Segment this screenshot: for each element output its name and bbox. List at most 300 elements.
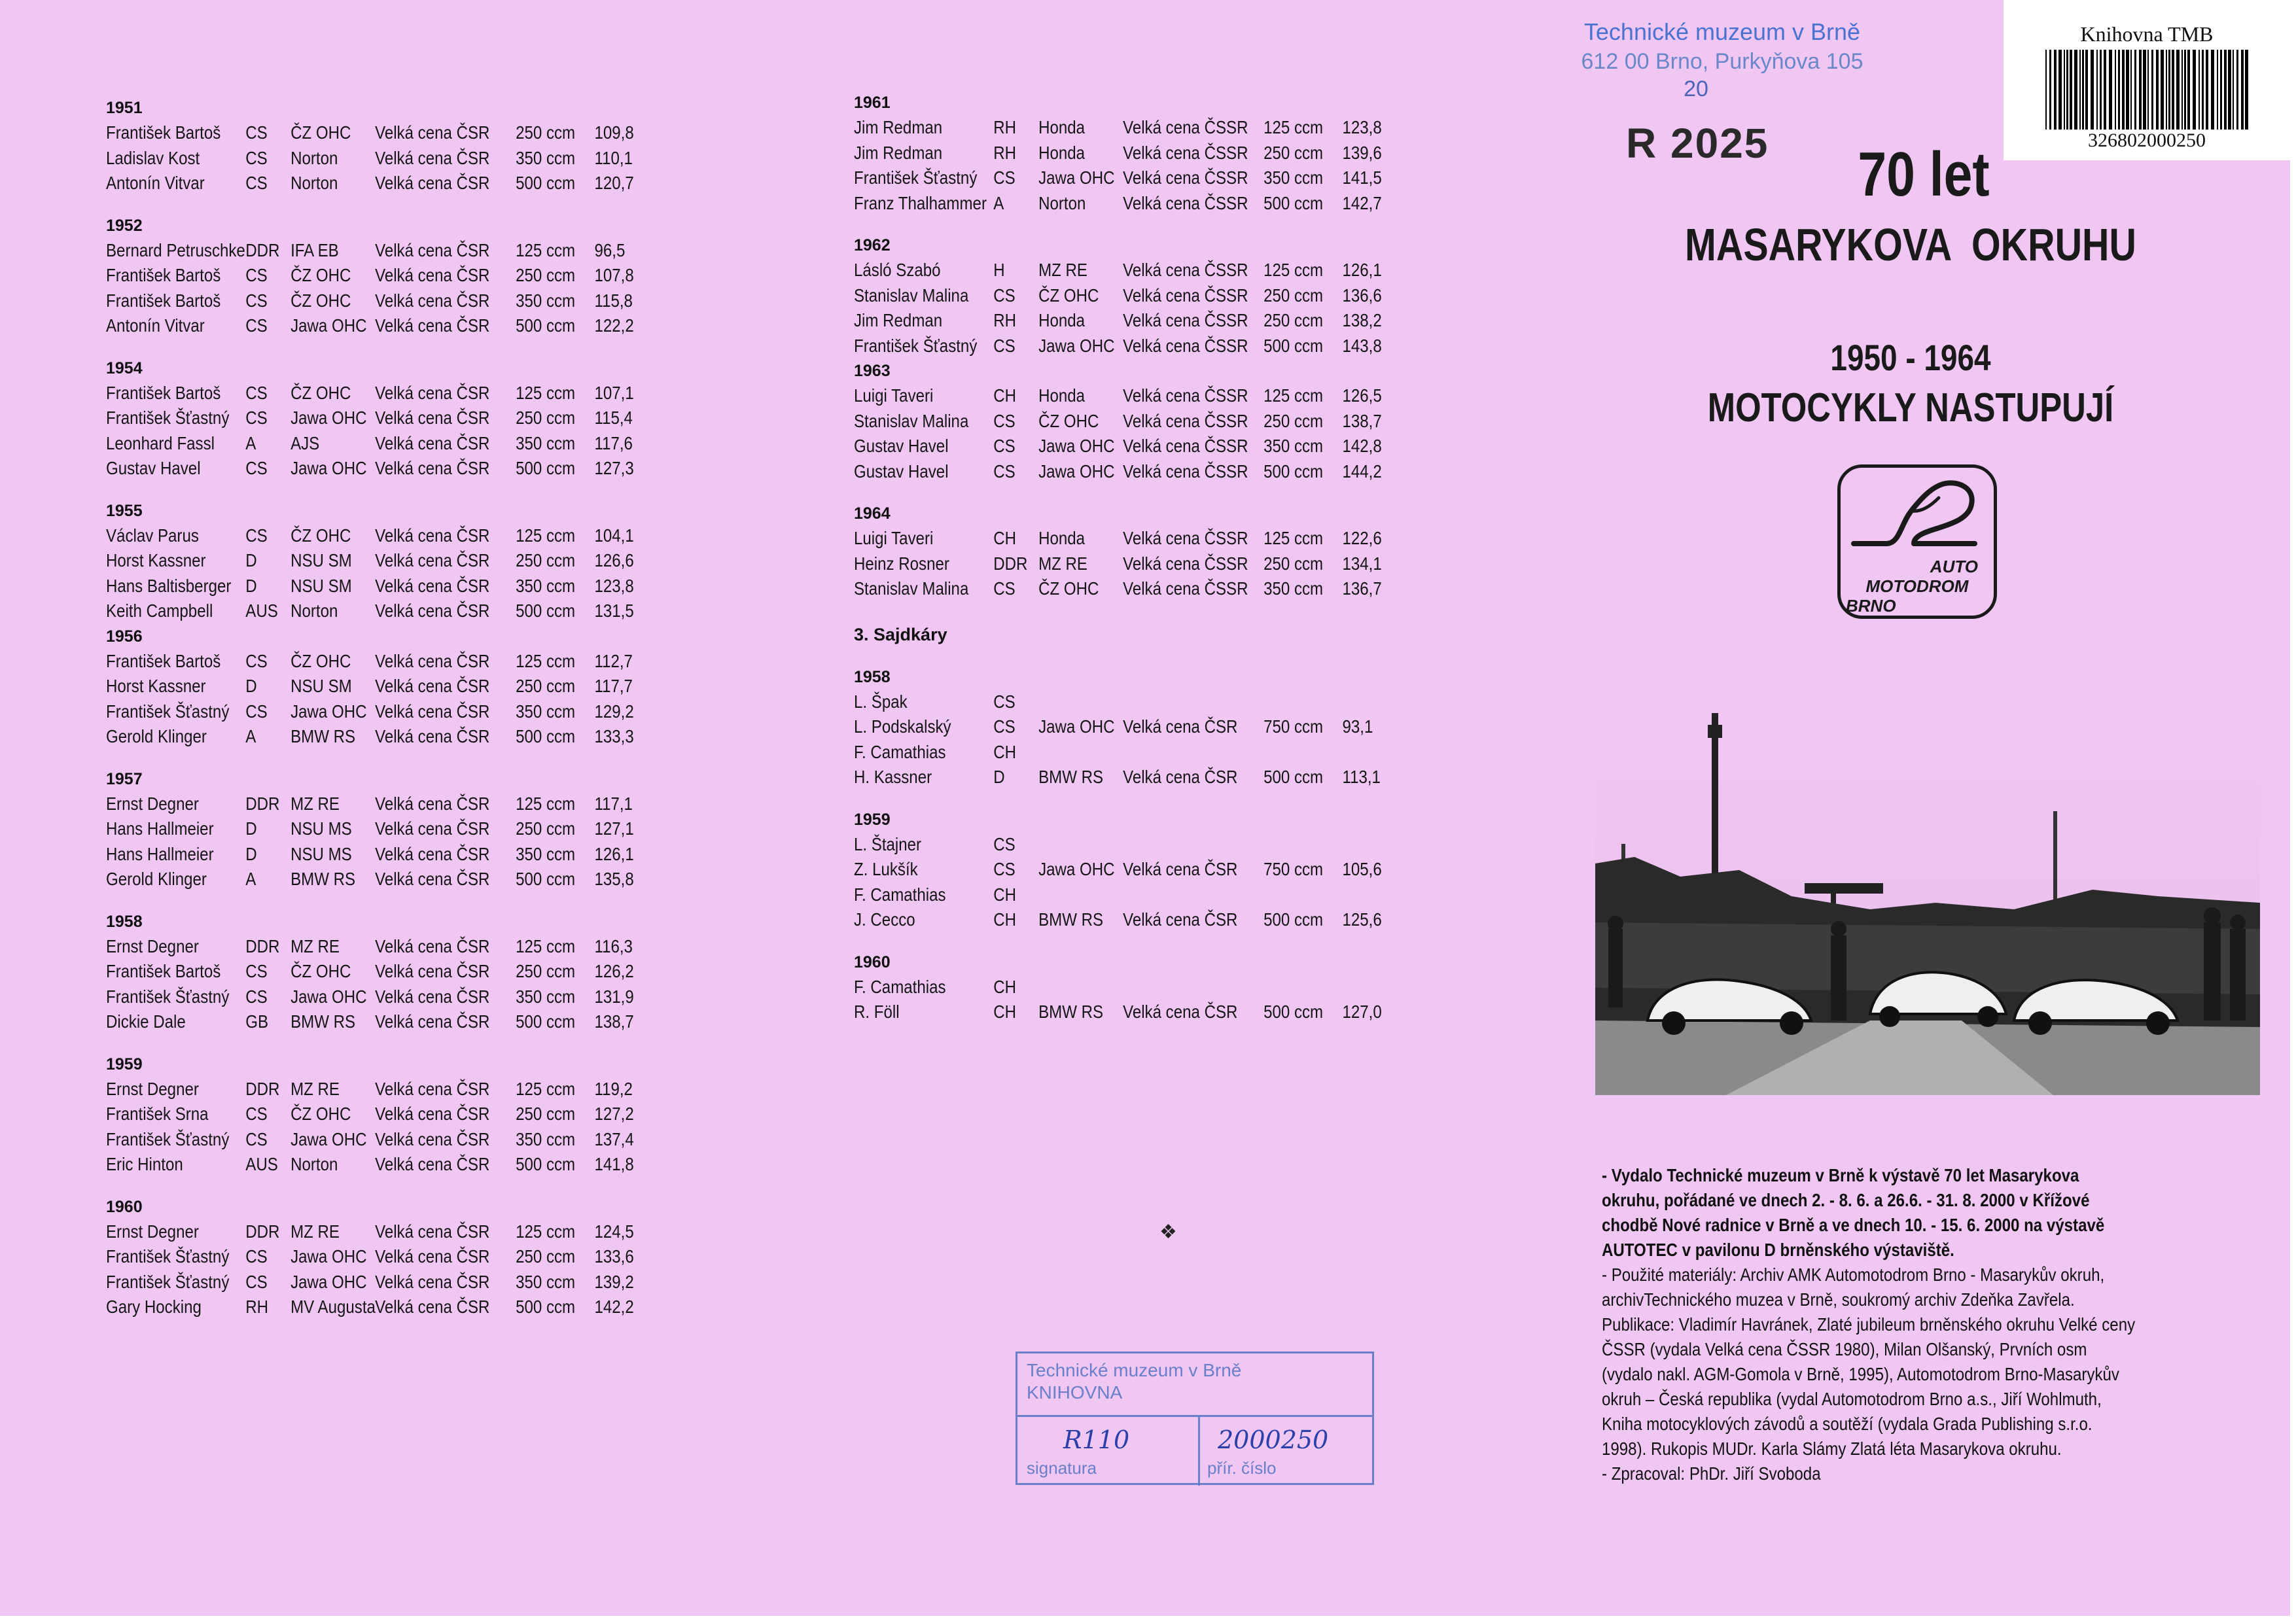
year-heading: 1956 xyxy=(106,627,143,646)
motorcycle: Jawa OHC xyxy=(291,986,367,1007)
nationality: CH xyxy=(993,884,1017,905)
rider-name: František Srna xyxy=(106,1104,209,1124)
results-column-right xyxy=(854,72,1561,1025)
motorcycle: Jawa OHC xyxy=(291,1246,367,1266)
race-name: Velká cena ČSR xyxy=(375,315,490,336)
engine-class: 500 ccm xyxy=(516,315,576,336)
motorcycle: ČZ OHC xyxy=(291,382,351,403)
nationality: CS xyxy=(245,1246,268,1266)
average-speed xyxy=(1342,882,1387,908)
engine-class: 250 ccm xyxy=(1263,553,1324,574)
race-name: Velká cena ČSR xyxy=(1123,1002,1238,1022)
year-heading: 1961 xyxy=(854,94,891,112)
motorcycle: Honda xyxy=(1038,117,1086,137)
average-speed: 138,2 xyxy=(1342,310,1382,330)
engine-class: 500 ccm xyxy=(1263,767,1324,787)
race-name: Velká cena ČSR xyxy=(375,1011,490,1032)
nationality: RH xyxy=(993,117,1017,137)
nationality: CS xyxy=(245,1271,268,1292)
result-row xyxy=(106,699,714,725)
average-speed: 109,8 xyxy=(594,122,634,143)
engine-class: 350 ccm xyxy=(1263,578,1324,599)
rider-name: František Bartoš xyxy=(106,290,221,311)
average-speed: 134,1 xyxy=(1342,553,1382,574)
race-name: Velká cena ČSR xyxy=(1123,909,1238,930)
race-name: Velká cena ČSR xyxy=(375,1297,490,1317)
result-row xyxy=(854,975,1462,1000)
average-speed: 126,6 xyxy=(594,550,634,570)
engine-class: 500 ccm xyxy=(516,601,576,621)
nationality: A xyxy=(245,432,256,453)
result-row xyxy=(854,689,1462,715)
engine-class: 750 ccm xyxy=(1263,859,1324,879)
motorcycle: ČZ OHC xyxy=(291,290,351,311)
stamp-box-accession-value: 2000250 xyxy=(1218,1425,1329,1454)
motorcycle: ČZ OHC xyxy=(291,265,351,285)
race-name: Velká cena ČSSR xyxy=(1123,285,1248,305)
average-speed: 126,2 xyxy=(594,961,634,981)
motorcycle: Jawa OHC xyxy=(291,701,367,722)
motorcycle: Jawa OHC xyxy=(291,408,367,428)
engine-class: 350 ccm xyxy=(516,575,576,596)
average-speed: 123,8 xyxy=(1342,117,1382,137)
motorcycle: Norton xyxy=(1038,192,1086,213)
result-row xyxy=(106,1295,714,1320)
engine-class: 250 ccm xyxy=(516,961,576,981)
nationality: H xyxy=(993,260,1005,280)
nationality: DDR xyxy=(245,935,280,956)
rider-name: Gary Hocking xyxy=(106,1297,202,1317)
race-name: Velká cena ČSR xyxy=(375,1221,490,1242)
result-row xyxy=(106,1009,714,1035)
motorcycle: BMW RS xyxy=(1038,1002,1104,1022)
engine-class: 500 ccm xyxy=(516,869,576,889)
result-row xyxy=(106,574,714,599)
average-speed: 139,6 xyxy=(1342,142,1382,163)
motorcycle: Norton xyxy=(291,147,338,168)
result-row xyxy=(106,263,714,288)
nationality: CS xyxy=(993,461,1016,481)
stamp-box-line2: KNIHOVNA xyxy=(1027,1382,1123,1403)
nationality: AUS xyxy=(245,1154,278,1174)
nationality: DDR xyxy=(993,553,1028,574)
motorcycle: MV Augusta xyxy=(291,1297,376,1317)
rider-name: Gerold Klinger xyxy=(106,726,207,746)
year-heading: 1964 xyxy=(854,504,891,523)
logo-text-auto: AUTO xyxy=(1930,557,1978,576)
average-speed: 141,5 xyxy=(1342,167,1382,188)
rider-name: L. Špak xyxy=(854,691,908,712)
race-name: Velká cena ČSR xyxy=(375,986,490,1007)
engine-class: 500 ccm xyxy=(516,726,576,746)
race-name: Velká cena ČSR xyxy=(375,1271,490,1292)
nationality: CS xyxy=(993,716,1016,737)
motorcycle: BMW RS xyxy=(1038,767,1104,787)
engine-class xyxy=(1263,975,1342,1000)
motorcycle: NSU SM xyxy=(291,550,352,570)
result-row xyxy=(106,1219,714,1245)
rider-name: Jim Redman xyxy=(854,117,943,137)
motorcycle: ČZ OHC xyxy=(291,961,351,981)
logo-text-motodrom: MOTODROM xyxy=(1865,576,1969,596)
race-name: Velká cena ČSR xyxy=(375,458,490,478)
year-heading: 1954 xyxy=(106,358,143,377)
rider-name: L. Štajner xyxy=(854,833,922,854)
race-name: Velká cena ČSSR xyxy=(1123,553,1248,574)
nationality: D xyxy=(245,550,257,570)
nationality: CS xyxy=(245,525,268,546)
race-name: Velká cena ČSR xyxy=(375,793,490,814)
engine-class: 500 ccm xyxy=(516,1297,576,1317)
race-name: Velká cena ČSR xyxy=(375,601,490,621)
average-speed: 123,8 xyxy=(594,575,634,596)
average-speed: 142,2 xyxy=(594,1297,634,1317)
nationality: CS xyxy=(245,701,268,722)
engine-class: 500 ccm xyxy=(1263,192,1324,213)
motorcycle: MZ RE xyxy=(291,1221,340,1242)
rider-name: Z. Lukšík xyxy=(854,859,918,879)
result-row xyxy=(854,383,1462,409)
result-row xyxy=(106,1077,714,1102)
average-speed: 105,6 xyxy=(1342,859,1382,879)
engine-class: 125 ccm xyxy=(516,1221,576,1242)
year-heading: 1962 xyxy=(854,236,891,254)
motorcycle xyxy=(1038,882,1123,908)
engine-class: 750 ccm xyxy=(1263,716,1324,737)
barcode-number: 326802000250 xyxy=(2088,130,2206,151)
rider-name: František Šťastný xyxy=(106,1246,230,1266)
motorcycle: Jawa OHC xyxy=(291,458,367,478)
engine-class: 250 ccm xyxy=(1263,142,1324,163)
engine-class: 250 ccm xyxy=(516,1246,576,1266)
rider-name: František Šťastný xyxy=(854,167,978,188)
race-name: Velká cena ČSR xyxy=(375,147,490,168)
result-row xyxy=(106,985,714,1010)
motorcycle: MZ RE xyxy=(291,1078,340,1099)
race-name: Velká cena ČSSR xyxy=(1123,528,1248,548)
average-speed: 126,5 xyxy=(1342,385,1382,406)
nationality: CS xyxy=(245,147,268,168)
engine-class: 125 ccm xyxy=(516,239,576,260)
stamp-box-divider xyxy=(1017,1415,1372,1417)
stamp-box-accession-label: přír. číslo xyxy=(1207,1458,1277,1478)
engine-class: 250 ccm xyxy=(516,550,576,570)
race-name: Velká cena ČSSR xyxy=(1123,192,1248,213)
credits-paragraph: - Použité materiály: Archiv AMK Automotodrom Brno - Masarykův okruh, archivTechnického muzea v Brně, soukromý archiv Zdeňka Zavřela. Publikace: Vladimír Havránek, Zlaté jubileum brněnského okruhu Velké ceny ČSSR (vydala Velká cena ČSSR 1980), Milan Olšanský, Prvních osm (vydalo nakl. AGM-Gomola v Brně, 1995), Automotodrom Brno-Masarykův okruh – Česká republika (vydal Automotodrom Brno a.s., Jiří Wohlmuth, Kniha motocyklových závodů a soutěží (vydala Grada Publishing s.r.o. 1998). Rukopis MUDr. Karla Slámy Zlatá léta Masarykova okruhu. xyxy=(1602,1265,2136,1459)
rider-name: Stanislav Malina xyxy=(854,285,969,305)
race-name: Velká cena ČSR xyxy=(375,1154,490,1174)
average-speed: 107,8 xyxy=(594,265,634,285)
motorcycle: BMW RS xyxy=(1038,909,1104,930)
engine-class: 350 ccm xyxy=(516,147,576,168)
result-row xyxy=(854,765,1462,790)
rider-name: Gerold Klinger xyxy=(106,869,207,889)
motorcycle: Jawa OHC xyxy=(1038,716,1115,737)
result-row xyxy=(106,1102,714,1127)
motorcycle: ČZ OHC xyxy=(291,1104,351,1124)
average-speed: 133,3 xyxy=(594,726,634,746)
nationality: D xyxy=(993,767,1005,787)
average-speed: 137,4 xyxy=(594,1128,634,1149)
result-row xyxy=(106,816,714,842)
result-row xyxy=(106,523,714,549)
average-speed: 135,8 xyxy=(594,869,634,889)
nationality: CS xyxy=(993,167,1016,188)
average-speed: 117,6 xyxy=(594,432,633,453)
engine-class: 350 ccm xyxy=(516,432,576,453)
motorcycle: Honda xyxy=(1038,528,1086,548)
year-heading: 1951 xyxy=(106,99,143,117)
rider-name: František Bartoš xyxy=(106,961,221,981)
title-70-let: 70 let xyxy=(1858,139,1990,209)
motorcycle: Norton xyxy=(291,1154,338,1174)
average-speed: 117,1 xyxy=(594,793,633,814)
average-speed xyxy=(1342,740,1387,765)
average-speed: 127,1 xyxy=(594,818,634,839)
motorcycle: NSU MS xyxy=(291,843,352,864)
race-name: Velká cena ČSR xyxy=(375,843,490,864)
engine-class xyxy=(1263,882,1342,908)
result-row xyxy=(854,459,1462,485)
race-name: Velká cena ČSR xyxy=(1123,859,1238,879)
rider-name: Horst Kassner xyxy=(106,676,206,696)
engine-class: 125 ccm xyxy=(1263,528,1324,548)
stamp-box-signature-label: signatura xyxy=(1027,1458,1097,1478)
result-row xyxy=(106,1244,714,1270)
result-row xyxy=(106,548,714,574)
section-heading: 3. Sajdkáry xyxy=(854,624,947,644)
average-speed: 126,1 xyxy=(594,843,634,864)
average-speed: 126,1 xyxy=(1342,260,1382,280)
nationality: CS xyxy=(245,290,268,311)
rider-name: Dickie Dale xyxy=(106,1011,186,1032)
race-name: Velká cena ČSR xyxy=(375,650,490,671)
motorcycle: Jawa OHC xyxy=(1038,167,1115,188)
rider-name: František Šťastný xyxy=(106,701,230,722)
motorcycle: Jawa OHC xyxy=(1038,461,1115,481)
nationality: CS xyxy=(993,436,1016,456)
rider-name: Keith Campbell xyxy=(106,601,213,621)
library-label: Knihovna TMB xyxy=(2080,22,2214,46)
race-name xyxy=(1123,740,1263,765)
average-speed: 138,7 xyxy=(594,1011,634,1032)
title-masarykova-okruhu: MASARYKOVA OKRUHU xyxy=(1685,219,2136,270)
nationality: A xyxy=(245,869,256,889)
nationality: RH xyxy=(993,142,1017,163)
engine-class: 250 ccm xyxy=(516,265,576,285)
year-heading: 1959 xyxy=(854,810,891,829)
credits-paragraph: - Zpracoval: PhDr. Jiří Svoboda xyxy=(1602,1463,1821,1484)
rider-name: Ernst Degner xyxy=(106,793,199,814)
nationality: GB xyxy=(245,1011,269,1032)
race-name: Velká cena ČSR xyxy=(375,290,490,311)
engine-class: 125 ccm xyxy=(516,935,576,956)
stamp-box-vertical-divider xyxy=(1198,1415,1200,1486)
race-name: Velká cena ČSSR xyxy=(1123,142,1248,163)
nationality: D xyxy=(245,575,257,596)
nationality: A xyxy=(245,726,256,746)
average-speed: 142,8 xyxy=(1342,436,1382,456)
stamp-box-signature-value: R110 xyxy=(1063,1425,1130,1454)
rider-name: Lásló Szabó xyxy=(854,260,941,280)
race-name: Velká cena ČSSR xyxy=(1123,310,1248,330)
rider-name: František Bartoš xyxy=(106,122,221,143)
ornament-icon: ❖ xyxy=(1159,1221,1177,1243)
result-row xyxy=(106,381,714,406)
nationality: CH xyxy=(993,385,1017,406)
rider-name: H. Kassner xyxy=(854,767,932,787)
nationality: CS xyxy=(993,833,1016,854)
rider-name: František Bartoš xyxy=(106,265,221,285)
race-name: Velká cena ČSR xyxy=(375,432,490,453)
average-speed: 136,6 xyxy=(1342,285,1382,305)
average-speed: 104,1 xyxy=(594,525,634,546)
engine-class: 500 ccm xyxy=(516,458,576,478)
library-stamp-box xyxy=(1016,1352,1374,1485)
average-speed xyxy=(1342,832,1387,858)
engine-class: 350 ccm xyxy=(516,986,576,1007)
nationality: CS xyxy=(245,961,268,981)
average-speed: 142,7 xyxy=(1342,192,1382,213)
race-name: Velká cena ČSR xyxy=(375,818,490,839)
nationality: DDR xyxy=(245,793,280,814)
nationality: CS xyxy=(245,382,268,403)
motorcycle xyxy=(1038,689,1123,715)
motorcycle: AJS xyxy=(291,432,320,453)
average-speed xyxy=(1342,689,1387,715)
nationality: CH xyxy=(993,528,1017,548)
rider-name: František Šťastný xyxy=(106,408,230,428)
rider-name: Stanislav Malina xyxy=(854,410,969,431)
rider-name: J. Cecco xyxy=(854,909,915,930)
motorcycle: ČZ OHC xyxy=(1038,578,1099,599)
average-speed: 122,2 xyxy=(594,315,634,336)
engine-class: 500 ccm xyxy=(1263,335,1324,356)
engine-class: 500 ccm xyxy=(1263,461,1324,481)
result-row xyxy=(106,724,714,750)
result-row xyxy=(854,907,1462,933)
average-speed: 107,1 xyxy=(594,382,634,403)
result-row xyxy=(106,1152,714,1178)
nationality: DDR xyxy=(245,1078,280,1099)
rider-name: Stanislav Malina xyxy=(854,578,969,599)
rider-name: Luigi Taveri xyxy=(854,385,934,406)
result-row xyxy=(854,258,1462,283)
engine-class: 500 ccm xyxy=(516,1154,576,1174)
engine-class: 125 ccm xyxy=(1263,385,1324,406)
motorcycle xyxy=(1038,832,1123,858)
rider-name: F. Camathias xyxy=(854,884,946,905)
motorcycle: BMW RS xyxy=(291,1011,356,1032)
average-speed: 115,4 xyxy=(594,408,633,428)
result-row xyxy=(106,842,714,867)
race-name xyxy=(1123,882,1263,908)
nationality: CS xyxy=(245,408,268,428)
race-name: Velká cena ČSR xyxy=(375,1128,490,1149)
rider-name: Antonín Vitvar xyxy=(106,315,205,336)
motorcycle: Honda xyxy=(1038,385,1086,406)
motorcycle: NSU SM xyxy=(291,575,352,596)
engine-class: 500 ccm xyxy=(1263,1002,1324,1022)
race-name: Velká cena ČSR xyxy=(375,122,490,143)
year-heading: 1952 xyxy=(106,216,143,235)
result-row xyxy=(854,832,1462,858)
rider-name: Jim Redman xyxy=(854,310,943,330)
motorcycle xyxy=(1038,975,1123,1000)
nationality: A xyxy=(993,192,1004,213)
result-row xyxy=(106,406,714,431)
motorcycle: MZ RE xyxy=(291,935,340,956)
average-speed: 127,2 xyxy=(594,1104,634,1124)
race-name: Velká cena ČSSR xyxy=(1123,117,1248,137)
nationality: CS xyxy=(993,578,1016,599)
engine-class xyxy=(1263,689,1342,715)
result-row xyxy=(106,171,714,196)
rider-name: František Šťastný xyxy=(106,1128,230,1149)
engine-class: 350 ccm xyxy=(1263,167,1324,188)
rider-name: Hans Baltisberger xyxy=(106,575,232,596)
rider-name: Hans Hallmeier xyxy=(106,843,214,864)
result-row xyxy=(106,867,714,892)
engine-class: 350 ccm xyxy=(516,843,576,864)
engine-class: 350 ccm xyxy=(516,1128,576,1149)
race-name: Velká cena ČSR xyxy=(1123,767,1238,787)
motorcycle: Jawa OHC xyxy=(291,315,367,336)
average-speed: 125,6 xyxy=(1342,909,1382,930)
rider-name: Gustav Havel xyxy=(854,461,949,481)
average-speed: 138,7 xyxy=(1342,410,1382,431)
average-speed: 117,7 xyxy=(594,676,633,696)
nationality: CS xyxy=(245,1104,268,1124)
race-name xyxy=(1123,975,1263,1000)
race-name: Velká cena ČSSR xyxy=(1123,436,1248,456)
title-subtitle: MOTOCYKLY NASTUPUJÍ xyxy=(1707,385,2114,430)
nationality: CS xyxy=(993,859,1016,879)
engine-class: 125 ccm xyxy=(516,1078,576,1099)
result-row xyxy=(854,334,1462,359)
nationality: AUS xyxy=(245,601,278,621)
nationality: CH xyxy=(993,741,1017,762)
average-speed: 139,2 xyxy=(594,1271,634,1292)
result-row xyxy=(854,714,1462,740)
rider-name: Ladislav Kost xyxy=(106,147,200,168)
race-name: Velká cena ČSR xyxy=(375,382,490,403)
race-name: Velká cena ČSSR xyxy=(1123,335,1248,356)
result-row xyxy=(854,882,1462,908)
result-row xyxy=(106,674,714,699)
average-speed: 116,3 xyxy=(594,935,633,956)
rider-name: Jim Redman xyxy=(854,142,943,163)
barcode-icon xyxy=(2045,50,2248,130)
engine-class: 500 ccm xyxy=(1263,909,1324,930)
nationality: CS xyxy=(245,1128,268,1149)
result-row xyxy=(854,191,1462,217)
average-speed: 115,8 xyxy=(594,290,633,311)
museum-stamp-address: 612 00 Brno, Purkyňova 105 xyxy=(1581,49,1863,74)
average-speed: 113,1 xyxy=(1342,767,1381,787)
average-speed: 124,5 xyxy=(594,1221,634,1242)
nationality: CS xyxy=(245,650,268,671)
race-name: Velká cena ČSR xyxy=(375,408,490,428)
motorcycle: Norton xyxy=(291,601,338,621)
average-speed: 133,6 xyxy=(594,1246,634,1266)
motorcycle xyxy=(1038,740,1123,765)
result-row xyxy=(854,857,1462,882)
race-name: Velká cena ČSR xyxy=(375,173,490,193)
race-name: Velká cena ČSR xyxy=(375,701,490,722)
rider-name: Hans Hallmeier xyxy=(106,818,214,839)
engine-class: 250 ccm xyxy=(516,122,576,143)
